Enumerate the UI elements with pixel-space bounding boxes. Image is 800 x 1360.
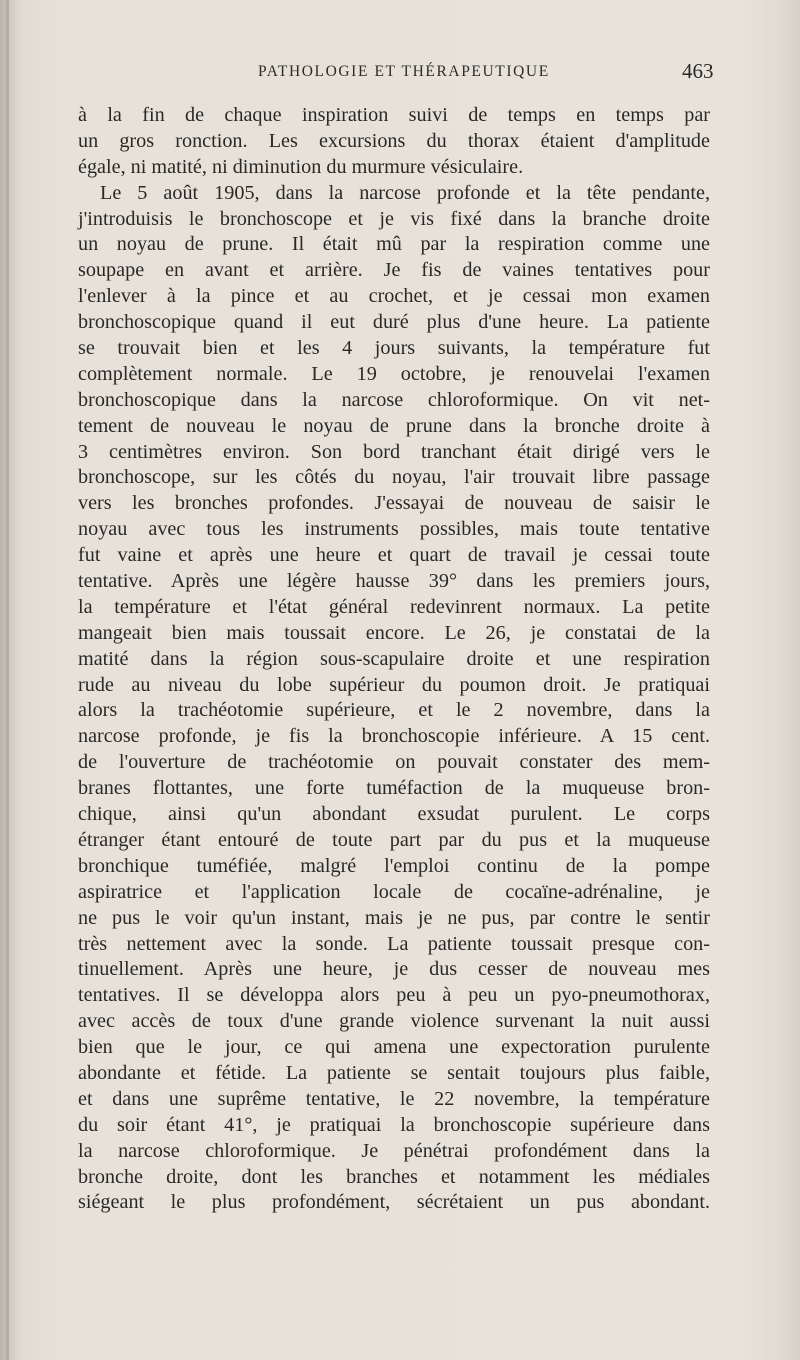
text-line: bronchoscope, sur les côtés du noyau, l'air trouvait libre passage bbox=[78, 466, 710, 489]
text-line: complètement normale. Le 19 octobre, je renouvelai l'examen bbox=[78, 362, 710, 385]
text-line: Le 5 août 1905, dans la narcose profonde et la tête pendante, bbox=[100, 181, 710, 204]
text-line: mangeait bien mais toussait encore. Le 26, je constatai de la bbox=[78, 621, 710, 644]
text-line: de l'ouverture de trachéotomie on pouvait constater des mem- bbox=[78, 751, 710, 774]
text-line: avec accès de toux d'une grande violence survenant la nuit aussi bbox=[78, 1010, 710, 1033]
text-line: égale, ni matité, ni diminution du murmure vésiculaire. bbox=[78, 155, 524, 178]
text-line: la température et l'état général redevinrent normaux. La petite bbox=[78, 595, 710, 618]
text-line: tement de nouveau le noyau de prune dans la bronche droite à bbox=[78, 414, 710, 437]
text-line: bronche droite, dont les branches et notamment les médiales bbox=[78, 1165, 710, 1188]
text-line: très nettement avec la sonde. La patiente toussait presque con- bbox=[78, 932, 710, 955]
text-line: aspiratrice et l'application locale de cocaïne-adrénaline, je bbox=[78, 880, 710, 903]
text-line: se trouvait bien et les 4 jours suivants, la température fut bbox=[78, 337, 710, 360]
page-number: 463 bbox=[682, 59, 714, 83]
text-line: tentative. Après une légère hausse 39° dans les premiers jours, bbox=[78, 570, 710, 593]
text-line: rude au niveau du lobe supérieur du poumon droit. Je pratiquai bbox=[78, 673, 710, 696]
text-line: narcose profonde, je fis la bronchoscopie inférieure. A 15 cent. bbox=[78, 725, 710, 748]
text-line: tentatives. Il se développa alors peu à peu un pyo-pneumothorax, bbox=[78, 984, 710, 1007]
text-line: un gros ronction. Les excursions du thorax étaient d'amplitude bbox=[78, 129, 710, 152]
text-line: ne pus le voir qu'un instant, mais je ne pus, par contre le sentir bbox=[78, 906, 710, 929]
text-line: bien que le jour, ce qui amena une expectoration purulente bbox=[78, 1036, 710, 1059]
text-line: 3 centimètres environ. Son bord tranchant était dirigé vers le bbox=[78, 440, 710, 463]
text-line: la narcose chloroformique. Je pénétrai profondément dans la bbox=[78, 1139, 710, 1162]
text-line: soupape en avant et arrière. Je fis de vaines tentatives pour bbox=[78, 259, 710, 282]
text-line: à la fin de chaque inspiration suivi de temps en temps par bbox=[78, 104, 710, 126]
text-line: du soir étant 41°, je pratiquai la bronchoscopie supérieure dans bbox=[78, 1113, 710, 1136]
text-line: chique, ainsi qu'un abondant exsudat purulent. Le corps bbox=[78, 803, 710, 826]
running-head: PATHOLOGIE ET THÉRAPEUTIQUE bbox=[258, 63, 550, 80]
text-line: un noyau de prune. Il était mû par la respiration comme une bbox=[78, 233, 710, 256]
text-line: et dans une suprême tentative, le 22 novembre, la température bbox=[78, 1087, 710, 1110]
text-line: bronchique tuméfiée, malgré l'emploi continu de la pompe bbox=[78, 854, 710, 877]
page-header bbox=[0, 61, 800, 87]
text-line: j'introduisis le bronchoscope et je vis fixé dans la branche droite bbox=[78, 207, 710, 230]
text-line: bronchoscopique dans la narcose chloroformique. On vit net- bbox=[78, 388, 710, 411]
page-gutter bbox=[6, 0, 9, 1360]
text-line: étranger étant entouré de toute part par du pus et la muqueuse bbox=[78, 828, 710, 851]
text-line: alors la trachéotomie supérieure, et le 2 novembre, dans la bbox=[78, 699, 710, 722]
text-line: noyau avec tous les instruments possibles, mais toute tentative bbox=[78, 518, 710, 541]
text-line: abondante et fétide. La patiente se sentait toujours plus faible, bbox=[78, 1061, 710, 1084]
text-line: bronchoscopique quand il eut duré plus d'une heure. La patiente bbox=[78, 311, 710, 334]
body-text bbox=[78, 103, 710, 1216]
text-line: matité dans la région sous-scapulaire droite et une respiration bbox=[78, 647, 710, 670]
text-line: tinuellement. Après une heure, je dus cesser de nouveau mes bbox=[78, 958, 710, 981]
text-line: branes flottantes, une forte tuméfaction de la muqueuse bron- bbox=[78, 777, 710, 800]
text-line: fut vaine et après une heure et quart de travail je cessai toute bbox=[78, 544, 710, 567]
text-line: siégeant le plus profondément, sécrétaient un pus abondant. bbox=[78, 1191, 710, 1214]
text-line: l'enlever à la pince et au crochet, et je cessai mon examen bbox=[78, 285, 710, 308]
text-line: vers les bronches profondes. J'essayai de nouveau de saisir le bbox=[78, 492, 710, 515]
